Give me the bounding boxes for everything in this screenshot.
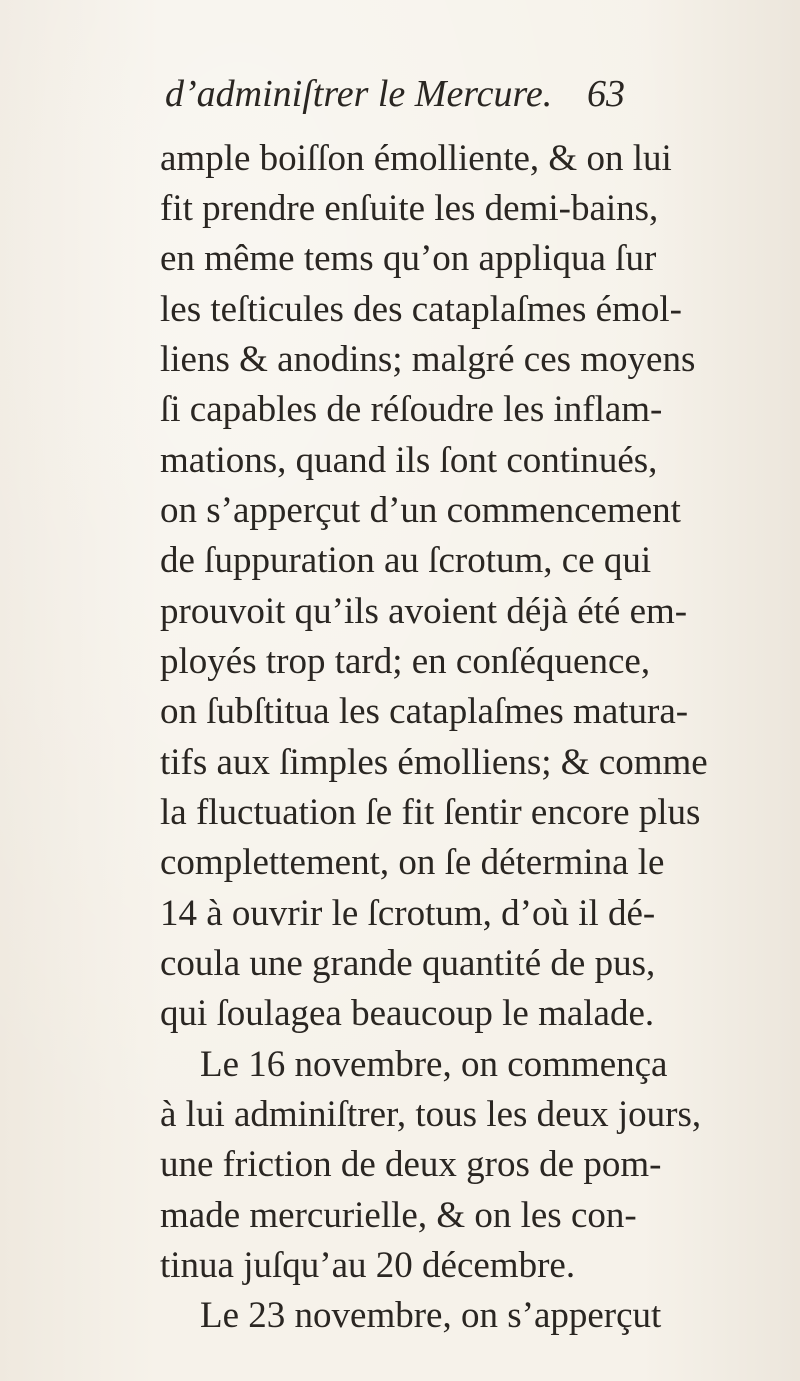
text-line: on s’apperçut d’un commencement	[160, 490, 681, 531]
text-line: made mercurielle, & on les con-	[160, 1195, 637, 1236]
text-line: tinua juſqu’au 20 décembre.	[160, 1245, 576, 1286]
text-line: en même tems qu’on appliqua ſur	[160, 238, 657, 279]
text-line: prouvoit qu’ils avoient déjà été em-	[160, 591, 688, 632]
text-line: ample boiſſon émolliente, & on lui	[160, 138, 672, 179]
running-title: d’adminiſtrer le Mercure.	[165, 73, 553, 115]
text-line: tifs aux ſimples émolliens; & comme	[160, 742, 708, 783]
text-line: liens & anodins; malgré ces moyens	[160, 339, 696, 380]
page-number: 63	[587, 73, 625, 115]
text-line: fit prendre enſuite les demi-bains,	[160, 188, 659, 229]
text-line: Le 16 novembre, on commença	[200, 1044, 668, 1085]
text-line: ſi capables de réſoudre les inflam-	[160, 389, 663, 430]
text-line: complettement, on ſe détermina le	[160, 842, 665, 883]
text-line: les teſticules des cataplaſmes émol-	[160, 289, 682, 330]
text-line: une friction de deux gros de pom-	[160, 1144, 662, 1185]
text-line: on ſubſtitua les cataplaſmes matura-	[160, 691, 689, 732]
text-line: coula une grande quantité de pus,	[160, 943, 656, 984]
text-line: qui ſoulagea beaucoup le malade.	[160, 993, 655, 1034]
text-line: à lui adminiſtrer, tous les deux jours,	[160, 1094, 702, 1135]
text-line: 14 à ouvrir le ſcrotum, d’où il dé-	[160, 893, 656, 934]
page-header	[165, 72, 625, 122]
text-line: mations, quand ils ſont continués,	[160, 440, 658, 481]
text-line: la fluctuation ſe fit ſentir encore plus	[160, 792, 701, 833]
text-line: de ſuppuration au ſcrotum, ce qui	[160, 540, 652, 581]
text-line: ployés trop tard; en conſéquence,	[160, 641, 651, 682]
text-line: Le 23 novembre, on s’apperçut	[200, 1295, 662, 1336]
